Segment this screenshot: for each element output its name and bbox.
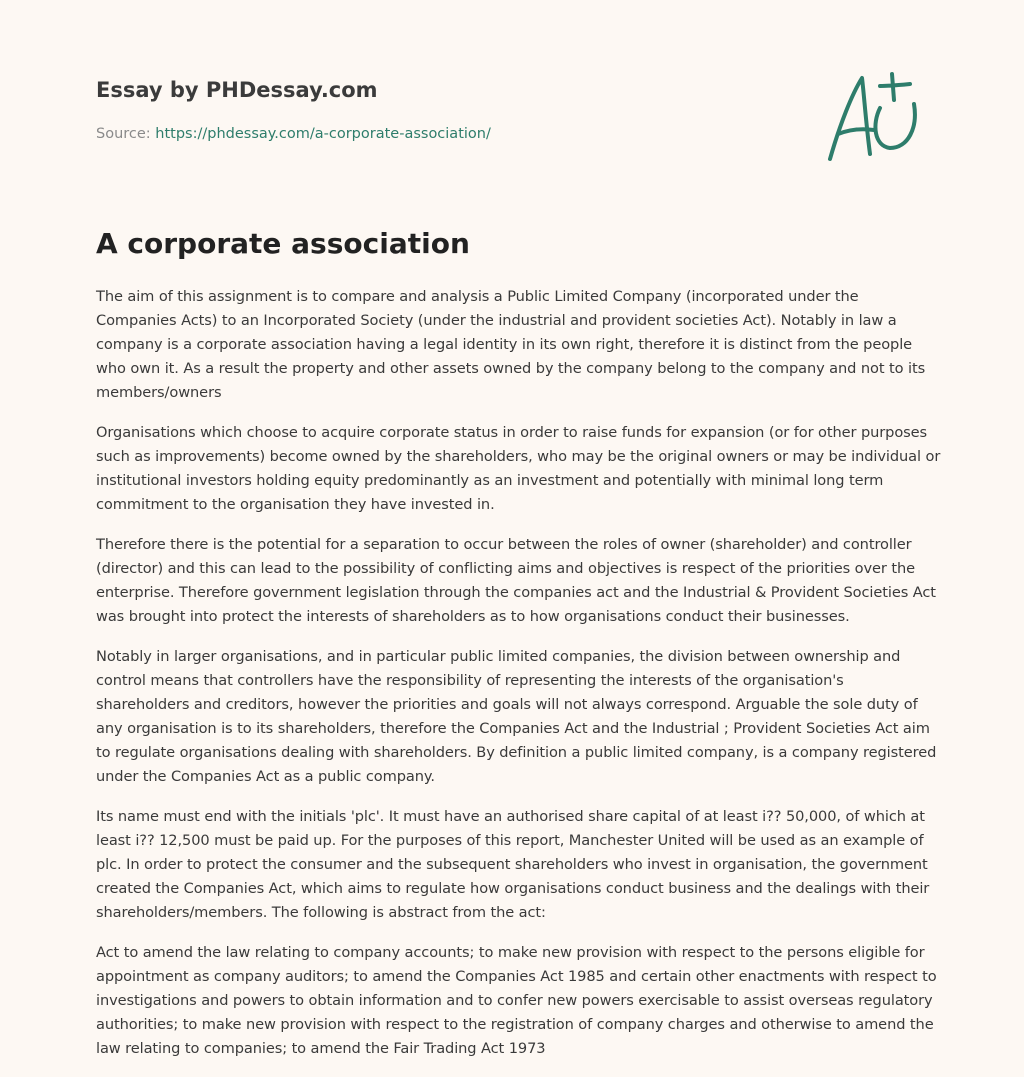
essay-paragraph: Therefore there is the potential for a separation to occur between the roles of owner (shareholder) and controller (director) and this can lead to the possibility of conflicting aims and objectives is respect of the priorities over the enterprise. Therefore government legislation through the companies act and the Industrial & Provident Societies Act was brought into protect the interests of shareholders as to how organisations conduct their businesses. — [96, 536, 936, 625]
essay-paragraph: The aim of this assignment is to compare and analysis a Public Limited Company (incorporated under the Companies Acts) to an Incorporated Society (under the industrial and provident societies Act). Notably in law a company is a corporate association having a legal identity in its own right, therefore it is distinct from the people who own it. As a result the property and other assets owned by the company belong to the company and not to its members/owners — [96, 288, 926, 401]
site-header — [96, 76, 796, 144]
a-plus-logo-icon — [820, 64, 930, 164]
essay-paragraph: Its name must end with the initials 'plc'. It must have an authorised share capital of at least i?? 50,000, of which at least i?? 12,500 must be paid up. For the purposes of this report, Manchester United will be used as an example of plc. In order to protect the consumer and the subsequent shareholders who invest in organisation, the government created the Companies Act, which aims to regulate how organisations conduct business and the dealings with their shareholders/members. The following is abstract from the act: — [96, 808, 930, 921]
essay-body — [96, 285, 941, 1077]
essay-paragraph: Notably in larger organisations, and in particular public limited companies, the division between ownership and control means that controllers have the responsibility of representing the interests of the organisation's shareholders and creditors, however the priorities and goals will not always correspond. Arguable the sole duty of any organisation is to its shareholders, therefore the Companies Act and the Industrial ; Provident Societies Act aim to regulate organisations dealing with shareholders. By definition a public limited company, is a company registered under the Companies Act as a public company. — [96, 648, 937, 785]
essay-title: A corporate association — [96, 227, 470, 260]
source-label: Source: — [96, 126, 156, 142]
essay-paragraph: Act to amend the law relating to company accounts; to make new provision with respect to the persons eligible for appointment as company auditors; to amend the Companies Act 1985 and certain other enactments with respect to investigations and powers to obtain information and to confer new powers exercisable to assist overseas regulatory authorities; to make new provision with respect to the registration of company charges and otherwise to amend the law relating to companies; to amend the Fair Trading Act 1973 — [96, 944, 937, 1057]
source-link[interactable]: https://phdessay.com/a-corporate-association/ — [155, 126, 491, 142]
source-line — [96, 124, 796, 144]
essay-paragraph: Organisations which choose to acquire corporate status in order to raise funds for expansion (or for other purposes such as improvements) become owned by the shareholders, who may be the original owners or may be individual or institutional investors holding equity predominantly as an investment and potentially with minimal long term commitment to the organisation they have invested in. — [96, 424, 941, 513]
site-title: Essay by PHDessay.com — [96, 78, 378, 102]
